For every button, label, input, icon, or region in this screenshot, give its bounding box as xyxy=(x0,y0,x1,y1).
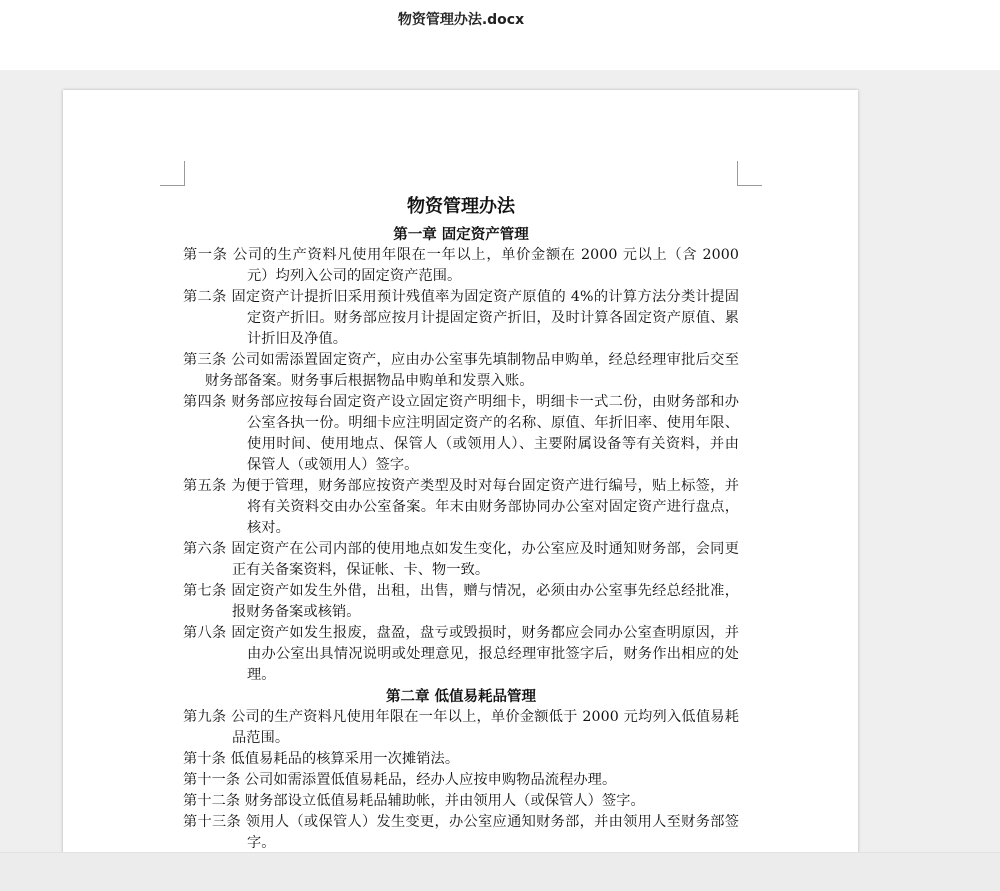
article-text: 固定资产如发生报废，盘盈，盘亏或毁损时，财务都应会同办公室查明原因，并由办公室出具情况说明或处理意见，报总经理审批签字后，财务作出相应的处理。 xyxy=(231,625,739,683)
article-label: 第九条 xyxy=(183,709,227,725)
article-label: 第十二条 xyxy=(183,793,241,809)
article-13 xyxy=(183,812,739,854)
crop-mark-top-left xyxy=(160,161,185,186)
article-text: 固定资产在公司内部的使用地点如发生变化，办公室应及时通知财务部，会同更正有关备案资料，保证帐、卡、物一致。 xyxy=(231,541,739,578)
article-label: 第六条 xyxy=(183,541,227,557)
chapter-heading-2: 第二章 低值易耗品管理 xyxy=(385,688,537,705)
article-label: 第十条 xyxy=(183,751,226,767)
document-viewer[interactable] xyxy=(0,70,1000,890)
file-title: 物资管理办法.docx xyxy=(397,12,525,28)
article-label: 第七条 xyxy=(183,583,227,599)
article-label: 第三条 xyxy=(183,352,227,368)
article-10 xyxy=(183,749,739,770)
article-text: 公司的生产资料凡使用年限在一年以上，单价金额低于 2000 元均列入低值易耗品范围。 xyxy=(231,709,739,746)
article-label: 第十一条 xyxy=(183,772,241,788)
article-label: 第十三条 xyxy=(183,814,242,830)
article-3 xyxy=(183,350,739,392)
article-text: 公司的生产资料凡使用年限在一年以上，单价金额在 2000 元以上（含 2000 元）均列入公司的固定资产范围。 xyxy=(232,247,739,284)
article-7 xyxy=(183,581,739,623)
bottom-bar xyxy=(0,852,1000,891)
article-9 xyxy=(183,707,739,749)
article-1 xyxy=(183,245,739,287)
article-4 xyxy=(183,392,739,476)
document-title: 物资管理办法 xyxy=(407,196,515,217)
article-2 xyxy=(183,287,739,350)
article-12 xyxy=(183,791,739,812)
article-text: 公司如需添置低值易耗品，经办人应按申购物品流程办理。 xyxy=(244,772,617,788)
article-8 xyxy=(183,623,739,686)
chapter-heading-1: 第一章 固定资产管理 xyxy=(393,226,529,243)
document-body[interactable] xyxy=(183,190,739,854)
article-label: 第八条 xyxy=(183,625,227,641)
article-text: 领用人（或保管人）发生变更，办公室应通知财务部，并由领用人至财务部签字。 xyxy=(245,814,739,851)
article-6 xyxy=(183,539,739,581)
article-label: 第四条 xyxy=(183,394,227,410)
article-11 xyxy=(183,770,739,791)
article-text: 固定资产计提折旧采用预计残值率为固定资产原值的 4%的计算方法分类计提固定资产折旧。财务部应按月计提固定资产折旧，及时计算各固定资产原值、累计折旧及净值。 xyxy=(231,289,739,347)
article-text: 固定资产如发生外借，出租，出售，赠与情况，必须由办公室事先经总经批准，报财务备案或核销。 xyxy=(231,583,739,620)
article-text: 财务部设立低值易耗品辅助帐，并由领用人（或保管人）签字。 xyxy=(244,793,645,809)
crop-mark-top-right xyxy=(737,161,762,186)
article-text: 公司如需添置固定资产，应由办公室事先填制物品申购单，经总经理审批后交至财务部备案。财务事后根据物品申购单和发票入账。 xyxy=(205,352,739,389)
article-text: 财务部应按每台固定资产设立固定资产明细卡，明细卡一式二份，由财务部和办公室各执一份。明细卡应注明固定资产的名称、原值、年折旧率、使用年限、使用时间、使用地点、保管人（或领用人）、主要附属设备等有关资料，并由保管人（或领用人）签字。 xyxy=(231,394,739,473)
article-label: 第五条 xyxy=(183,478,227,494)
article-label: 第二条 xyxy=(183,289,227,305)
article-5 xyxy=(183,476,739,539)
article-text: 为便于管理，财务部应按资产类型及时对每台固定资产进行编号，贴上标签，并将有关资料交由办公室备案。年末由财务部协同办公室对固定资产进行盘点，核对。 xyxy=(231,478,739,536)
article-label: 第一条 xyxy=(183,247,228,263)
article-text: 低值易耗品的核算采用一次摊销法。 xyxy=(230,751,460,767)
document-page[interactable] xyxy=(63,90,858,890)
title-bar xyxy=(0,0,1000,70)
